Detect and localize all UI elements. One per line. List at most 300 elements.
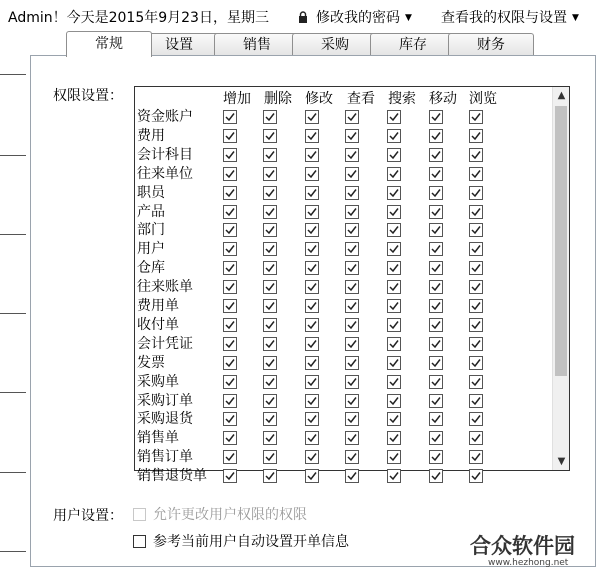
- permission-checkbox[interactable]: [469, 110, 483, 124]
- permission-checkbox[interactable]: [469, 223, 483, 237]
- permission-row-label: 往来单位: [137, 166, 193, 182]
- check-icon: [431, 207, 441, 217]
- permission-checkbox[interactable]: [387, 261, 401, 275]
- check-icon: [225, 396, 235, 406]
- permission-checkbox[interactable]: [429, 148, 443, 162]
- permission-checkbox[interactable]: [223, 469, 237, 483]
- permission-checkbox[interactable]: [223, 242, 237, 256]
- permission-checkbox[interactable]: [305, 318, 319, 332]
- greeting-text: Admin！今天是2015年9月23日，星期三: [8, 10, 269, 26]
- permission-checkbox[interactable]: [263, 469, 277, 483]
- permission-checkbox[interactable]: [387, 412, 401, 426]
- permission-checkbox[interactable]: [305, 412, 319, 426]
- permission-checkbox[interactable]: [305, 129, 319, 143]
- permission-row-label: 采购订单: [137, 393, 193, 409]
- permission-checkbox[interactable]: [263, 167, 277, 181]
- permission-checkbox[interactable]: [345, 412, 359, 426]
- check-icon: [389, 150, 399, 160]
- permission-checkbox[interactable]: [387, 431, 401, 445]
- permission-checkbox[interactable]: [429, 261, 443, 275]
- check-icon: [307, 169, 317, 179]
- check-icon: [347, 301, 357, 311]
- check-icon: [471, 225, 481, 235]
- permission-checkbox[interactable]: [469, 318, 483, 332]
- check-icon: [347, 452, 357, 462]
- permission-row-label: 销售单: [137, 430, 179, 446]
- check-icon: [307, 188, 317, 198]
- permission-checkbox[interactable]: [469, 431, 483, 445]
- permissions-list[interactable]: [134, 86, 570, 484]
- permission-checkbox[interactable]: [345, 110, 359, 124]
- check-icon: [225, 301, 235, 311]
- column-header: 搜索: [388, 91, 416, 107]
- scroll-down-icon[interactable]: ▼: [557, 456, 566, 467]
- check-icon: [265, 414, 275, 424]
- permission-checkbox[interactable]: [429, 469, 443, 483]
- tab-settings[interactable]: 设置: [136, 33, 222, 56]
- check-icon: [307, 112, 317, 122]
- permission-checkbox[interactable]: [223, 375, 237, 389]
- check-icon: [471, 112, 481, 122]
- permission-checkbox[interactable]: [429, 280, 443, 294]
- check-icon: [347, 471, 357, 481]
- permission-checkbox[interactable]: [223, 148, 237, 162]
- permission-checkbox[interactable]: [387, 223, 401, 237]
- permission-checkbox[interactable]: [469, 205, 483, 219]
- check-icon: [431, 282, 441, 292]
- check-icon: [225, 207, 235, 217]
- vertical-scrollbar[interactable]: [552, 87, 569, 470]
- auto-invoice-info-label: 参考当前用户自动设置开单信息: [153, 534, 349, 550]
- permission-checkbox[interactable]: [387, 337, 401, 351]
- check-icon: [225, 452, 235, 462]
- permission-checkbox[interactable]: [387, 469, 401, 483]
- permission-checkbox[interactable]: [469, 394, 483, 408]
- permission-checkbox[interactable]: [263, 129, 277, 143]
- column-header: 移动: [429, 91, 457, 107]
- permission-checkbox[interactable]: [263, 356, 277, 370]
- permission-checkbox[interactable]: [223, 412, 237, 426]
- permission-checkbox[interactable]: [387, 375, 401, 389]
- check-icon: [265, 225, 275, 235]
- permission-checkbox[interactable]: [469, 242, 483, 256]
- permissions-label: 权限设置：: [53, 88, 123, 104]
- column-header: 增加: [223, 91, 251, 107]
- permission-checkbox[interactable]: [305, 223, 319, 237]
- permission-checkbox[interactable]: [429, 242, 443, 256]
- check-icon: [347, 282, 357, 292]
- check-icon: [431, 112, 441, 122]
- permission-checkbox[interactable]: [469, 450, 483, 464]
- permission-checkbox[interactable]: [387, 394, 401, 408]
- tab-inventory[interactable]: 库存: [370, 33, 456, 56]
- allow-change-permissions-checkbox[interactable]: [133, 508, 146, 521]
- check-icon: [265, 358, 275, 368]
- check-icon: [307, 131, 317, 141]
- permission-checkbox[interactable]: [429, 205, 443, 219]
- tab-sales[interactable]: 销售: [214, 33, 300, 56]
- permission-checkbox[interactable]: [429, 129, 443, 143]
- permission-checkbox[interactable]: [305, 205, 319, 219]
- permission-checkbox[interactable]: [305, 186, 319, 200]
- check-icon: [265, 433, 275, 443]
- check-icon: [431, 320, 441, 330]
- check-icon: [307, 339, 317, 349]
- permission-checkbox[interactable]: [223, 356, 237, 370]
- permission-row-label: 费用: [137, 128, 165, 144]
- permission-checkbox[interactable]: [387, 356, 401, 370]
- permission-checkbox[interactable]: [345, 261, 359, 275]
- permission-checkbox[interactable]: [429, 356, 443, 370]
- permission-checkbox[interactable]: [469, 337, 483, 351]
- check-icon: [389, 433, 399, 443]
- permission-row-label: 会计科目: [137, 147, 193, 163]
- check-icon: [265, 282, 275, 292]
- permission-checkbox[interactable]: [263, 242, 277, 256]
- permission-checkbox[interactable]: [469, 148, 483, 162]
- check-icon: [389, 282, 399, 292]
- permission-checkbox[interactable]: [263, 318, 277, 332]
- permission-checkbox[interactable]: [429, 375, 443, 389]
- check-icon: [431, 131, 441, 141]
- check-icon: [265, 377, 275, 387]
- permission-row-label: 仓库: [137, 260, 165, 276]
- check-icon: [347, 396, 357, 406]
- permission-checkbox[interactable]: [345, 318, 359, 332]
- permission-checkbox[interactable]: [429, 299, 443, 313]
- permission-checkbox[interactable]: [345, 337, 359, 351]
- check-icon: [225, 339, 235, 349]
- permission-checkbox[interactable]: [387, 299, 401, 313]
- permission-checkbox[interactable]: [305, 450, 319, 464]
- permission-row-label: 往来账单: [137, 279, 193, 295]
- permission-checkbox[interactable]: [345, 375, 359, 389]
- column-header: 修改: [305, 91, 333, 107]
- check-icon: [471, 131, 481, 141]
- check-icon: [307, 320, 317, 330]
- permission-checkbox[interactable]: [429, 186, 443, 200]
- permission-checkbox[interactable]: [305, 299, 319, 313]
- check-icon: [389, 131, 399, 141]
- permission-checkbox[interactable]: [345, 205, 359, 219]
- check-icon: [225, 377, 235, 387]
- permission-checkbox[interactable]: [387, 148, 401, 162]
- permission-checkbox[interactable]: [263, 223, 277, 237]
- check-icon: [471, 244, 481, 254]
- check-icon: [265, 301, 275, 311]
- check-icon: [307, 150, 317, 160]
- allow-change-permissions-option[interactable]: [133, 504, 307, 524]
- check-icon: [225, 150, 235, 160]
- check-icon: [307, 225, 317, 235]
- permission-checkbox[interactable]: [263, 205, 277, 219]
- permission-checkbox[interactable]: [263, 412, 277, 426]
- permission-checkbox[interactable]: [469, 356, 483, 370]
- check-icon: [307, 282, 317, 292]
- check-icon: [347, 320, 357, 330]
- permission-checkbox[interactable]: [387, 167, 401, 181]
- permission-checkbox[interactable]: [223, 261, 237, 275]
- permission-checkbox[interactable]: [387, 318, 401, 332]
- permission-checkbox[interactable]: [387, 242, 401, 256]
- check-icon: [265, 131, 275, 141]
- check-icon: [225, 225, 235, 235]
- check-icon: [225, 244, 235, 254]
- check-icon: [471, 207, 481, 217]
- watermark-title: 合众软件园: [470, 534, 575, 558]
- check-icon: [265, 471, 275, 481]
- scroll-up-icon[interactable]: ▲: [557, 90, 566, 101]
- check-icon: [431, 188, 441, 198]
- check-icon: [307, 414, 317, 424]
- permission-checkbox[interactable]: [263, 299, 277, 313]
- check-icon: [431, 358, 441, 368]
- check-icon: [225, 414, 235, 424]
- check-icon: [471, 282, 481, 292]
- check-icon: [225, 112, 235, 122]
- permission-checkbox[interactable]: [263, 110, 277, 124]
- allow-change-permissions-label: 允许更改用户权限的权限: [153, 507, 307, 523]
- permission-checkbox[interactable]: [387, 129, 401, 143]
- permission-checkbox[interactable]: [263, 186, 277, 200]
- check-icon: [225, 358, 235, 368]
- permission-checkbox[interactable]: [263, 431, 277, 445]
- permission-checkbox[interactable]: [345, 356, 359, 370]
- column-header: 浏览: [469, 91, 497, 107]
- permission-checkbox[interactable]: [223, 318, 237, 332]
- permission-checkbox[interactable]: [345, 129, 359, 143]
- permission-checkbox[interactable]: [305, 280, 319, 294]
- permission-checkbox[interactable]: [387, 186, 401, 200]
- check-icon: [431, 396, 441, 406]
- tab-finance[interactable]: 财务: [448, 33, 534, 56]
- check-icon: [389, 320, 399, 330]
- permission-checkbox[interactable]: [305, 356, 319, 370]
- top-bar: [0, 0, 600, 30]
- permission-checkbox[interactable]: [429, 167, 443, 181]
- permission-checkbox[interactable]: [223, 299, 237, 313]
- check-icon: [431, 225, 441, 235]
- check-icon: [265, 339, 275, 349]
- permission-row-label: 用户: [137, 241, 165, 257]
- permission-checkbox[interactable]: [223, 110, 237, 124]
- check-icon: [389, 377, 399, 387]
- check-icon: [307, 471, 317, 481]
- check-icon: [431, 433, 441, 443]
- permission-checkbox[interactable]: [469, 375, 483, 389]
- check-icon: [307, 452, 317, 462]
- check-icon: [389, 263, 399, 273]
- change-password-label: 修改我的密码: [316, 10, 400, 26]
- check-icon: [389, 339, 399, 349]
- permission-checkbox[interactable]: [305, 242, 319, 256]
- permission-checkbox[interactable]: [469, 261, 483, 275]
- check-icon: [347, 263, 357, 273]
- check-icon: [347, 150, 357, 160]
- check-icon: [389, 396, 399, 406]
- check-icon: [471, 188, 481, 198]
- tab-purchase[interactable]: 采购: [292, 33, 378, 56]
- permission-checkbox[interactable]: [429, 318, 443, 332]
- permission-checkbox[interactable]: [305, 110, 319, 124]
- permission-row-label: 产品: [137, 204, 165, 220]
- user-settings-label: 用户设置：: [53, 508, 123, 524]
- permission-row-label: 部门: [137, 222, 165, 238]
- check-icon: [307, 433, 317, 443]
- permission-checkbox[interactable]: [429, 110, 443, 124]
- permission-checkbox[interactable]: [429, 337, 443, 351]
- permission-checkbox[interactable]: [345, 450, 359, 464]
- check-icon: [265, 244, 275, 254]
- check-icon: [431, 301, 441, 311]
- permission-checkbox[interactable]: [223, 450, 237, 464]
- check-icon: [307, 301, 317, 311]
- permission-checkbox[interactable]: [263, 148, 277, 162]
- permission-checkbox[interactable]: [387, 450, 401, 464]
- permission-checkbox[interactable]: [345, 394, 359, 408]
- check-icon: [265, 320, 275, 330]
- check-icon: [389, 244, 399, 254]
- permission-checkbox[interactable]: [387, 280, 401, 294]
- check-icon: [347, 112, 357, 122]
- check-icon: [471, 339, 481, 349]
- check-icon: [265, 169, 275, 179]
- check-icon: [389, 452, 399, 462]
- permission-checkbox[interactable]: [223, 431, 237, 445]
- check-icon: [431, 377, 441, 387]
- check-icon: [471, 377, 481, 387]
- permission-checkbox[interactable]: [305, 469, 319, 483]
- permission-row-label: 会计凭证: [137, 336, 193, 352]
- permission-checkbox[interactable]: [305, 261, 319, 275]
- permission-checkbox[interactable]: [345, 148, 359, 162]
- permission-row-label: 资金账户: [137, 109, 193, 125]
- check-icon: [225, 282, 235, 292]
- column-header: 删除: [264, 91, 292, 107]
- view-permissions-menu[interactable]: [441, 7, 579, 27]
- permission-checkbox[interactable]: [387, 110, 401, 124]
- permission-checkbox[interactable]: [345, 431, 359, 445]
- permission-checkbox[interactable]: [345, 186, 359, 200]
- permission-checkbox[interactable]: [305, 394, 319, 408]
- check-icon: [431, 150, 441, 160]
- check-icon: [471, 452, 481, 462]
- check-icon: [347, 169, 357, 179]
- view-permissions-label: 查看我的权限与设置: [441, 10, 567, 26]
- check-icon: [471, 414, 481, 424]
- permission-checkbox[interactable]: [263, 337, 277, 351]
- check-icon: [225, 471, 235, 481]
- permission-checkbox[interactable]: [469, 469, 483, 483]
- permission-checkbox[interactable]: [345, 167, 359, 181]
- check-icon: [389, 358, 399, 368]
- check-icon: [307, 358, 317, 368]
- check-icon: [471, 150, 481, 160]
- check-icon: [471, 169, 481, 179]
- permission-checkbox[interactable]: [345, 469, 359, 483]
- permission-checkbox[interactable]: [429, 450, 443, 464]
- check-icon: [471, 396, 481, 406]
- permission-checkbox[interactable]: [263, 375, 277, 389]
- permission-checkbox[interactable]: [223, 205, 237, 219]
- permission-checkbox[interactable]: [223, 223, 237, 237]
- lock-icon: [298, 11, 308, 23]
- watermark-logo: [470, 530, 598, 570]
- permission-checkbox[interactable]: [305, 148, 319, 162]
- permission-checkbox[interactable]: [223, 129, 237, 143]
- check-icon: [431, 244, 441, 254]
- permission-checkbox[interactable]: [223, 280, 237, 294]
- permission-checkbox[interactable]: [345, 242, 359, 256]
- check-icon: [265, 452, 275, 462]
- permission-checkbox[interactable]: [345, 299, 359, 313]
- change-password-menu[interactable]: [298, 7, 412, 27]
- check-icon: [471, 471, 481, 481]
- permission-checkbox[interactable]: [263, 394, 277, 408]
- permission-checkbox[interactable]: [345, 223, 359, 237]
- column-header: 查看: [347, 91, 375, 107]
- check-icon: [347, 339, 357, 349]
- permission-row-label: 销售订单: [137, 449, 193, 465]
- permission-checkbox[interactable]: [429, 394, 443, 408]
- permission-row-label: 采购退货: [137, 411, 193, 427]
- permission-checkbox[interactable]: [469, 129, 483, 143]
- check-icon: [389, 169, 399, 179]
- caret-down-icon: ▼: [405, 13, 412, 23]
- permission-checkbox[interactable]: [223, 186, 237, 200]
- permission-checkbox[interactable]: [263, 261, 277, 275]
- check-icon: [347, 207, 357, 217]
- permission-checkbox[interactable]: [223, 394, 237, 408]
- tab-general[interactable]: 常规: [66, 31, 152, 57]
- permission-checkbox[interactable]: [469, 412, 483, 426]
- permission-checkbox[interactable]: [469, 299, 483, 313]
- permission-row-label: 发票: [137, 355, 165, 371]
- permission-checkbox[interactable]: [469, 186, 483, 200]
- check-icon: [347, 414, 357, 424]
- permission-checkbox[interactable]: [305, 167, 319, 181]
- check-icon: [265, 396, 275, 406]
- watermark-url: www.hezhong.net: [488, 558, 569, 568]
- permission-checkbox[interactable]: [469, 280, 483, 294]
- permission-checkbox[interactable]: [429, 223, 443, 237]
- permission-checkbox[interactable]: [429, 431, 443, 445]
- permission-checkbox[interactable]: [305, 375, 319, 389]
- check-icon: [265, 207, 275, 217]
- permission-checkbox[interactable]: [223, 337, 237, 351]
- scrollbar-thumb[interactable]: [555, 106, 567, 376]
- permission-checkbox[interactable]: [345, 280, 359, 294]
- check-icon: [225, 433, 235, 443]
- permission-checkbox[interactable]: [305, 337, 319, 351]
- auto-invoice-info-option[interactable]: [133, 531, 349, 551]
- check-icon: [431, 414, 441, 424]
- permission-checkbox[interactable]: [429, 412, 443, 426]
- permission-checkbox[interactable]: [263, 280, 277, 294]
- check-icon: [225, 169, 235, 179]
- auto-invoice-info-checkbox[interactable]: [133, 535, 146, 548]
- permission-checkbox[interactable]: [305, 431, 319, 445]
- permission-checkbox[interactable]: [387, 205, 401, 219]
- permission-checkbox[interactable]: [469, 167, 483, 181]
- permission-row-label: 费用单: [137, 298, 179, 314]
- check-icon: [307, 377, 317, 387]
- permission-checkbox[interactable]: [263, 450, 277, 464]
- check-icon: [389, 225, 399, 235]
- check-icon: [471, 263, 481, 273]
- check-icon: [265, 150, 275, 160]
- permission-checkbox[interactable]: [223, 167, 237, 181]
